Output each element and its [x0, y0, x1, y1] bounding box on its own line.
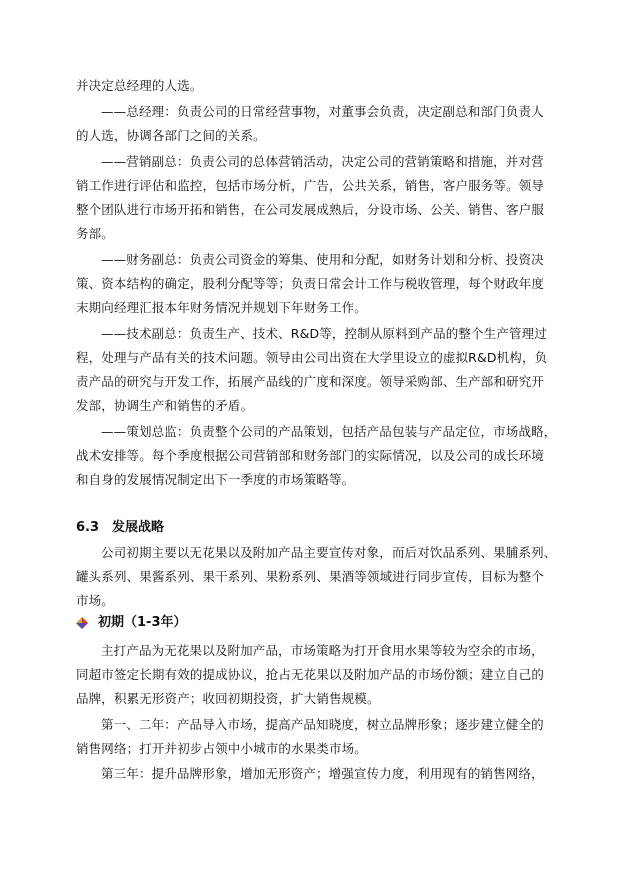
body-text-line: ——总经理：负责公司的日常经营事物，对董事会负责，决定副总和部门负责人: [101, 104, 544, 119]
body-text-line: 市场。: [76, 593, 114, 608]
diamond-bullet-icon: [76, 617, 88, 629]
body-text-line: 并决定总经理的人选。: [76, 78, 203, 93]
body-text-line: ——技术副总：负责生产、技术、R&D等，控制从原料到产品的整个生产管理过: [101, 326, 547, 341]
body-text-line: 战术安排等。每个季度根据公司营销部和财务部门的实际情况，以及公司的成长环境: [76, 448, 545, 463]
body-text-line: 同超市签定长期有效的提成协议，抢占无花果以及附加产品的市场份额；建立自己的: [76, 667, 545, 682]
body-text-line: 主打产品为无花果以及附加产品，市场策略为打开食用水果等较为空余的市场，: [101, 643, 544, 658]
body-text-line: 罐头系列、果酱系列、果干系列、果粉系列、果酒等领域进行同步宣传，目标为整个: [76, 569, 545, 584]
body-text-line: ——策划总监：负责整个公司的产品策划，包括产品包装与产品定位，市场战略，: [101, 424, 557, 439]
body-text-line: 务部。: [76, 226, 114, 241]
body-text-line: 的人选，协调各部门之间的关系。: [76, 128, 266, 143]
body-text-line: 发部，协调生产和销售的矛盾。: [76, 398, 254, 413]
body-text-line: 第一、二年：产品导入市场，提高产品知晓度，树立品牌形象；逐步建立健全的: [101, 717, 544, 732]
body-text-line: 策、资本结构的确定，股利分配等等；负责日常会计工作与税收管理，每个财政年度: [76, 276, 545, 291]
body-text-line: 程，处理与产品有关的技术问题。领导由公司出资在大学里设立的虚拟R&D机构，负: [76, 350, 548, 365]
body-text-line: 和自身的发展情况制定出下一季度的市场策略等。: [76, 472, 355, 487]
section-number: 6.3: [76, 520, 100, 535]
body-text-line: 责产品的研究与开发工作，拓展产品线的广度和深度。领导采购部、生产部和研究开: [76, 374, 545, 389]
body-text-line: 整个团队进行市场开拓和销售，在公司发展成熟后，分设市场、公关、销售、客户服: [76, 202, 545, 217]
body-text-line: 末期向经理汇报本年财务情况并规划下年财务工作。: [76, 300, 367, 315]
body-text-line: 第三年：提升品牌形象，增加无形资产；增强宣传力度，利用现有的销售网络，: [101, 766, 544, 781]
body-text-line: 销工作进行评估和监控，包括市场分析，广告，公共关系，销售，客户服务等。领导: [76, 178, 545, 193]
body-text-line: 品牌，积累无形资产；收回初期投资，扩大销售规模。: [76, 691, 380, 706]
body-text-line: ——财务副总：负责公司资金的筹集、使用和分配，如财务计划和分析、投资决: [101, 252, 544, 267]
section-heading: [76, 520, 164, 536]
phase-title: 初期（1-3年）: [98, 615, 187, 630]
body-text-line: 销售网络；打开并初步占领中小城市的水果类市场。: [76, 741, 367, 756]
body-text-line: 公司初期主要以无花果以及附加产品主要宣传对象，而后对饮品系列、果脯系列、: [101, 545, 557, 560]
body-text-line: ——营销副总：负责公司的总体营销活动，决定公司的营销策略和措施，并对营: [101, 154, 544, 169]
section-title: 发展战略: [112, 520, 165, 535]
